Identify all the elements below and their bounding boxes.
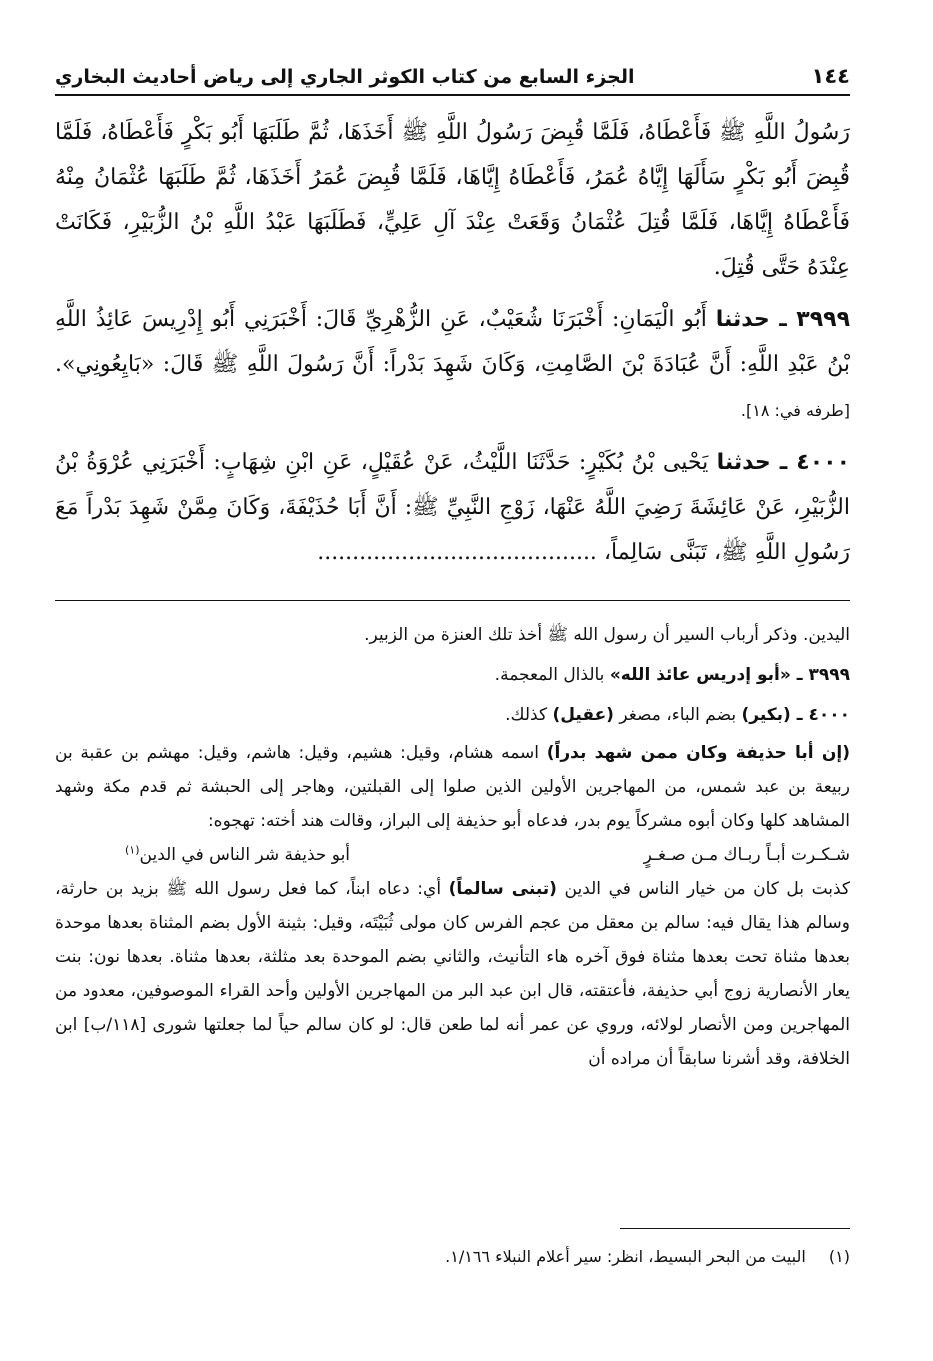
footnote-marker: (١) — [125, 843, 140, 857]
verse-hemistich: شـكـرت أبـاً ربـاك مـن صـغـرٍ — [643, 845, 850, 865]
hadith-text-block — [55, 110, 850, 575]
commentary-text: أي: دعاه ابناً، كما فعل رسول الله ﷺ بزيد بن حارثة، وسالم هذا يقال فيه: سالم بن معقل من عجم الفرس كان مولى ثُبَيْتَه، وقيل: بثينة الأول بضم المثناة بعدها موحدة بعدها مثناة تحت بعدها مثناة فوق آخره هاء التأنيث، والثاني بضم الموحدة بعد مثلثة، بعدها مثناة. بعدها نون: بنت يعار الأنصارية زوج أبي حذيفة، فأعتقته، قال ابن عبد البر من المهاجرين الأولين وأحد القراء الموصوفين، معدود من المهاجرين ومن الأنصار لولائه، وروي عن عمر أنه لما طعن قال: لو كان سالم حياً لما جعلتها شورى [١١٨/ب] ابن الخلافة، وقد أشرنا سابقاً أن مراده أن — [55, 879, 850, 1069]
commentary-heading: ٤٠٠٠ ـ (بكير) — [741, 705, 850, 725]
commentary-heading: (تبنى سالماً) — [448, 879, 557, 899]
commentary-line — [55, 698, 850, 732]
hadith-body: يَحْيى بْنُ بُكَيْرٍ: حَدَّثَنَا اللَّيْثُ، عَنْ عُقَيْلٍ، عَنِ ابْنِ شِهَابٍ: أَخْبَرَنِي عُرْوَةُ بْنُ الزُّبَيْرِ، عَنْ عَائِشَةَ رَضِيَ اللَّهُ عَنْهَا، زَوْجِ النَّبِيِّ ﷺ: أَنَّ أَبَا حُذَيْفَةَ، وَكَانَ مِمَّنْ شَهِدَ بَدْراً مَعَ رَسُولِ اللَّهِ ﷺ، تَبَنَّى سَالِماً، — [55, 450, 850, 565]
poetry-verse — [55, 838, 850, 872]
page-number: ١٤٤ — [811, 64, 850, 88]
footnote-rule — [620, 1228, 850, 1229]
hadith-paragraph: رَسُولُ اللَّهِ ﷺ فَأَعْطَاهُ، فَلَمَّا قُبِضَ رَسُولُ اللَّهِ ﷺ أَخَذَهَا، ثُمَّ طَلَبَهَا أَبُو بَكْرٍ فَأَعْطَاهُ، فَلَمَّا قُبِضَ أَبُو بَكْرٍ سَأَلَهَا إِيَّاهُ عُمَرُ، فَأَعْطَاهُ إِيَّاهَا، فَلَمَّا قُبِضَ عُمَرُ أَخَذَهَا، ثُمَّ طَلَبَهَا عُثْمَانُ مِنْهُ فَأَعْطَاهُ إِيَّاهَا، فَلَمَّا قُتِلَ عُثْمَانُ وَقَعَتْ عِنْدَ آلِ عَلِيٍّ، فَطَلَبَهَا عَبْدُ اللَّهِ بْنُ الزُّبَيْرِ، فَكَانَتْ عِنْدَهُ حَتَّى قُتِلَ. — [55, 120, 851, 280]
commentary-line — [55, 658, 850, 692]
commentary-text: بضم الباء، مصغر — [619, 705, 737, 725]
commentary-text: كذبت بل كان من خيار الناس في الدين — [564, 879, 851, 899]
section-rule — [55, 600, 850, 601]
commentary-heading: ٣٩٩٩ ـ «أبو إدريس عائذ الله» — [609, 665, 850, 685]
commentary-heading: (عقيل) — [552, 705, 614, 725]
hadith-3999 — [55, 297, 850, 433]
footnote — [55, 1242, 850, 1272]
header-rule — [55, 94, 850, 96]
hadith-body: أَبُو الْيَمَانِ: أَخْبَرَنَا شُعَيْبٌ، عَنِ الزُّهْرِيِّ قَالَ: أَخْبَرَنِي أَبُو إِدْرِيسَ عَائِذُ اللَّهِ بْنُ عَبْدِ اللَّهِ: أَنَّ عُبَادَةَ بْنَ الصَّامِتِ، وَكَانَ شَهِدَ بَدْراً: أَنَّ رَسُولَ اللَّهِ ﷺ قَالَ: «بَايِعُونِي». — [55, 307, 850, 377]
commentary-block — [55, 618, 850, 1076]
header-title: الجزء السابع من كتاب الكوثر الجاري إلى رياض أحاديث البخاري — [55, 66, 635, 88]
commentary-text: بالذال المعجمة. — [494, 665, 605, 685]
hadith-4000 — [55, 440, 850, 575]
tarf-reference: [طرفه في: ١٨]. — [740, 401, 850, 420]
running-header — [55, 48, 850, 88]
hadith-number: ٣٩٩٩ ـ حدثنا — [715, 307, 850, 332]
commentary-text: اسمه هشام، وقيل: هشيم، وقيل: هاشم، وقيل: مهشم بن عقبة بن ربيعة بن عبد شمس، من المهاجرين الأولين الذين صلوا إلى القبلتين، وهاجر إلى الحبشة ثم قدم مكة وشهد المشاهد كلها وكان أبوه مشركاً يوم بدر، فدعاه أبو حذيفة إلى البراز، وقالت هند أخته: تهجوه: — [55, 743, 850, 831]
commentary-line: اليدين. وذكر أرباب السير أن رسول الله ﷺ أخذ تلك العنزة من الزبير. — [364, 625, 850, 645]
verse-hemistich — [125, 838, 350, 872]
commentary-paragraph — [55, 872, 850, 1076]
commentary-paragraph — [55, 736, 850, 838]
commentary-text: كذلك. — [505, 705, 548, 725]
continuation-dots: ........................................ — [317, 540, 597, 565]
commentary-heading: (إن أبا حذيفة وكان ممن شهد بدراً) — [546, 743, 851, 763]
footnote-text: البيت من البحر البسيط، انظر: سير أعلام النبلاء ١/١٦٦. — [445, 1247, 806, 1266]
footnote-number: (١) — [828, 1247, 850, 1266]
verse-text: أبو حذيفة شر الناس في الدين — [139, 845, 351, 865]
hadith-number: ٤٠٠٠ ـ حدثنا — [716, 450, 851, 475]
